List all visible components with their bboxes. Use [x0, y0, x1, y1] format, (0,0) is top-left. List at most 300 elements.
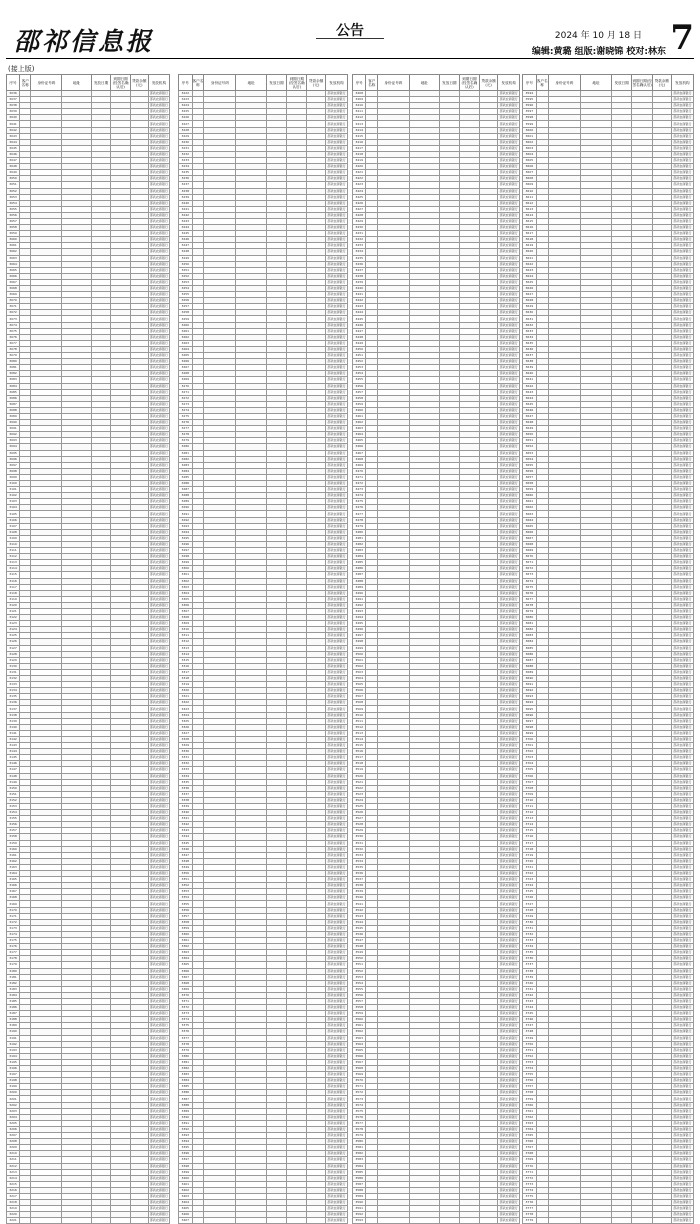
table-cell: 邵武农商银行 — [149, 420, 168, 425]
table-cell: 3139 — [7, 718, 20, 724]
table-cell: 邵武农商银行 — [325, 1193, 347, 1199]
table-cell: 邵武农商银行 — [499, 889, 518, 894]
table-cell: 3307 — [179, 608, 193, 614]
table-cell: 邵武农商银行 — [325, 1139, 347, 1145]
table-cell: 3493 — [353, 608, 366, 614]
table-cell: 邵武农商银行 — [325, 432, 347, 438]
table-cell: 3457 — [353, 389, 366, 395]
table-cell: 3201 — [7, 1096, 20, 1102]
table-cell: 3175 — [7, 938, 20, 944]
table-cell: 邵武农商银行 — [149, 852, 168, 857]
table-cell: 邵武农商银行 — [325, 1066, 347, 1072]
table-cell: 邵武农商银行 — [149, 901, 168, 906]
table-cell: 3440 — [353, 286, 366, 292]
table-cell: 3076 — [7, 334, 20, 340]
table-cell: 3446 — [353, 322, 366, 328]
table-cell: 邵武农商银行 — [149, 871, 168, 876]
table-cell: 邵武农商银行 — [499, 1133, 518, 1138]
table-cell: 邵武农商银行 — [499, 273, 518, 278]
table-cell: 邵武农商银行 — [499, 974, 518, 979]
table-cell: 邵武农商银行 — [499, 487, 518, 492]
table-cell: 3122 — [7, 615, 20, 621]
table-cell: 邵武农商银行 — [499, 249, 518, 254]
table-cell: 邵武农商银行 — [499, 231, 518, 236]
table-cell: 3057 — [7, 218, 20, 224]
table-cell: 3447 — [353, 328, 366, 334]
table-cell: 3392 — [179, 1126, 193, 1132]
table-cell: 邵武农商银行 — [149, 249, 168, 254]
table-cell: 3414 — [353, 127, 366, 133]
table-cell: 邵武农商银行 — [325, 310, 347, 316]
table-cell: 3344 — [179, 834, 193, 840]
table-cell: 邵武农商银行 — [325, 523, 347, 529]
table-cell: 邵武农商银行 — [499, 962, 518, 967]
table-cell: 3373 — [179, 1011, 193, 1017]
table-cell: 3062 — [7, 249, 20, 255]
table-cell: 3193 — [7, 1047, 20, 1053]
table-cell: 3135 — [7, 694, 20, 700]
table-cell: 邵武农商银行 — [499, 414, 518, 419]
table-cell: 3271 — [179, 389, 193, 395]
table-cell: 邵武农商银行 — [325, 158, 347, 164]
table-cell: 邵武农商银行 — [149, 822, 168, 827]
column-header: 发放机构 — [325, 75, 347, 91]
table-cell: 3521 — [353, 779, 366, 785]
table-cell: 3357 — [179, 913, 193, 919]
table-cell: 邵武农商银行 — [149, 517, 168, 522]
table-cell: 3237 — [179, 182, 193, 188]
table-cell: 3514 — [353, 736, 366, 742]
table-cell: 邵武农商银行 — [499, 237, 518, 242]
table-cell: 3518 — [353, 761, 366, 767]
table-cell: 邵武农商银行 — [325, 767, 347, 773]
table-cell: 3416 — [353, 139, 366, 145]
table-cell: 3543 — [353, 913, 366, 919]
table-cell: 3385 — [179, 1084, 193, 1090]
table-cell: 3037 — [7, 97, 20, 103]
table-cell: 邵武农商银行 — [325, 925, 347, 931]
table-cell: 3560 — [353, 1017, 366, 1023]
table-cell: 邵武农商银行 — [149, 669, 168, 674]
table-cell: 邵武农商银行 — [149, 316, 168, 321]
table-cell: 邵武农商银行 — [325, 761, 347, 767]
table-cell — [287, 1218, 307, 1224]
table-cell: 3190 — [7, 1029, 20, 1035]
table-cell: 3164 — [7, 871, 20, 877]
table-cell: 邵武农商银行 — [499, 1114, 518, 1119]
table-cell: 3321 — [179, 694, 193, 700]
table-cell: 3542 — [353, 907, 366, 913]
table-cell: 3204 — [7, 1114, 20, 1120]
table-cell: 3421 — [353, 170, 366, 176]
table-cell: 3534 — [353, 858, 366, 864]
table-cell: 3532 — [353, 846, 366, 852]
table-cell: 邵武农商银行 — [499, 371, 518, 376]
table-cell: 邵武农商银行 — [325, 791, 347, 797]
table-cell: 3548 — [353, 944, 366, 950]
table-cell: 邵武农商银行 — [499, 944, 518, 949]
table-cell: 邵武农商银行 — [149, 97, 168, 102]
table-cell: 邵武农商银行 — [325, 803, 347, 809]
table-cell: 邵武农商银行 — [499, 401, 518, 406]
table-cell: 3557 — [353, 998, 366, 1004]
table-cell: 邵武农商银行 — [149, 706, 168, 711]
table-cell: 邵武农商银行 — [325, 669, 347, 675]
table-cell: 3216 — [7, 1187, 20, 1193]
table-cell: 3380 — [179, 1053, 193, 1059]
table-cell: 邵武农商银行 — [325, 554, 347, 560]
table-cell: 3106 — [7, 517, 20, 523]
section-title: 公告 — [336, 23, 364, 39]
table-cell: 邵武农商银行 — [149, 645, 168, 650]
table-cell: 邵武农商银行 — [325, 810, 347, 816]
table-cell: 3492 — [353, 602, 366, 608]
table-cell: 3293 — [179, 523, 193, 529]
table-cell: 邵武农商银行 — [499, 645, 518, 650]
table-cell: 邵武农商银行 — [149, 523, 168, 528]
table-cell: 邵武农商银行 — [149, 785, 168, 790]
table-cell: 3246 — [179, 237, 193, 243]
table-cell: 邵武农商银行 — [325, 560, 347, 566]
table-cell: 邵武农商银行 — [325, 590, 347, 596]
table-cell: 3212 — [7, 1163, 20, 1169]
table-cell: 3071 — [7, 304, 20, 310]
table-cell: 3400 — [179, 1175, 193, 1181]
table-cell: 3130 — [7, 663, 20, 669]
table-cell: 3217 — [7, 1193, 20, 1199]
table-cell: 3073 — [7, 316, 20, 322]
table-cell: 3355 — [179, 901, 193, 907]
table-cell: 3403 — [179, 1193, 193, 1199]
table-cell: 邵武农商银行 — [499, 261, 518, 266]
table-cell: 邵武农商银行 — [149, 889, 168, 894]
table-cell: 邵武农商银行 — [325, 895, 347, 901]
table-cell: 邵武农商银行 — [325, 151, 347, 157]
table-cell: 邵武农商银行 — [149, 596, 168, 601]
table-cell: 邵武农商银行 — [325, 797, 347, 803]
table-cell: 3360 — [179, 931, 193, 937]
table-cell: 3386 — [179, 1090, 193, 1096]
table-cell: 邵武农商银行 — [325, 145, 347, 151]
table-cell: 邵武农商银行 — [149, 761, 168, 766]
table-cell: 邵武农商银行 — [325, 676, 347, 682]
table-cell: 3068 — [7, 286, 20, 292]
table-cell: 邵武农商银行 — [149, 493, 168, 498]
table-cell: 邵武农商银行 — [499, 1145, 518, 1150]
table-cell: 邵武农商银行 — [325, 743, 347, 749]
table-cell: 3044 — [7, 139, 20, 145]
table-cell: 3053 — [7, 194, 20, 200]
column-header: 发放日期 — [91, 75, 111, 91]
column-header: 贷款余额(元) — [130, 75, 148, 91]
table-cell: 邵武农商银行 — [499, 255, 518, 260]
table-cell: 邵武农商银行 — [325, 353, 347, 359]
table-cell: 3354 — [179, 895, 193, 901]
table-cell: 邵武农商银行 — [325, 420, 347, 426]
table-cell: 邵武农商银行 — [499, 310, 518, 315]
table-cell: 3141 — [7, 730, 20, 736]
table-cell: 邵武农商银行 — [149, 791, 168, 796]
table-cell: 3554 — [353, 980, 366, 986]
table-cell: 3140 — [7, 724, 20, 730]
table-cell: 邵武农商银行 — [325, 413, 347, 419]
table-cell: 邵武农商银行 — [499, 913, 518, 918]
table-cell: 邵武农商银行 — [149, 286, 168, 291]
table-cell: 3510 — [353, 712, 366, 718]
table-cell: 3285 — [179, 474, 193, 480]
column-header: 到期日期(经签名确认后) — [287, 75, 307, 91]
table-cell: 邵武农商银行 — [149, 407, 168, 412]
table-cell: 邵武农商银行 — [325, 858, 347, 864]
table-cell: 邵武农商银行 — [325, 1120, 347, 1126]
table-cell: 邵武农商银行 — [149, 779, 168, 784]
table-cell: 邵武农商银行 — [325, 718, 347, 724]
table-cell: 3274 — [179, 407, 193, 413]
column-header: 身份证号码 — [204, 75, 236, 91]
table-cell: 3151 — [7, 791, 20, 797]
table-cell: 邵武农商银行 — [325, 584, 347, 590]
table-cell: 邵武农商银行 — [325, 273, 347, 279]
table-cell: 3111 — [7, 548, 20, 554]
table-cell: 邵武农商银行 — [499, 724, 518, 729]
table-cell: 3413 — [353, 121, 366, 127]
table-cell: 3320 — [179, 688, 193, 694]
table-cell: 3441 — [353, 292, 366, 298]
table-cell: 3575 — [353, 1108, 366, 1114]
table-cell: 邵武农商银行 — [325, 103, 347, 109]
table-cell: 3301 — [179, 572, 193, 578]
table-cell: 3045 — [7, 145, 20, 151]
table-cell: 邵武农商银行 — [325, 170, 347, 176]
table-cell: 3363 — [179, 950, 193, 956]
table-cell: 邵武农商银行 — [325, 864, 347, 870]
table-cell: 邵武农商银行 — [325, 1126, 347, 1132]
table-cell: 3483 — [353, 548, 366, 554]
table-cell: 邵武农商银行 — [325, 505, 347, 511]
table-cell: 邵武农商银行 — [325, 1181, 347, 1187]
table-cell: 3417 — [353, 145, 366, 151]
table-cell: 邵武农商银行 — [325, 840, 347, 846]
table-cell: 邵武农商银行 — [499, 298, 518, 303]
table-cell: 3345 — [179, 840, 193, 846]
table-cell: 3253 — [179, 279, 193, 285]
table-cell: 3329 — [179, 743, 193, 749]
table-cell: 3405 — [179, 1206, 193, 1212]
table-cell: 邵武农商银行 — [149, 127, 168, 132]
table-cell: 邵武农商银行 — [499, 164, 518, 169]
table-cell: 3129 — [7, 657, 20, 663]
table-cell: 3176 — [7, 944, 20, 950]
table-cell: 3580 — [353, 1139, 366, 1145]
table-cell: 3317 — [179, 669, 193, 675]
table-cell: 邵武农商银行 — [325, 517, 347, 523]
table-cell: 邵武农商银行 — [325, 97, 347, 103]
table-cell: 3197 — [7, 1072, 20, 1078]
table-cell: 3566 — [353, 1053, 366, 1059]
table-cell: 邵武农商银行 — [149, 676, 168, 681]
table-cell: 3103 — [7, 499, 20, 505]
table-cell: 3155 — [7, 816, 20, 822]
table-cell: 3095 — [7, 450, 20, 456]
table-cell: 3516 — [353, 749, 366, 755]
table-cell: 3456 — [353, 383, 366, 389]
section-title-rule — [316, 38, 384, 39]
table-cell: 3546 — [353, 931, 366, 937]
table-cell: 邵武农商银行 — [149, 541, 168, 546]
table-cell: 邵武农商银行 — [499, 1078, 518, 1083]
table-cell: 3359 — [179, 925, 193, 931]
table-cell: 邵武农商银行 — [499, 791, 518, 796]
table-cell: 邵武农商银行 — [499, 584, 518, 589]
table-cell: 邵武农商银行 — [499, 931, 518, 936]
table-cell: 邵武农商银行 — [325, 438, 347, 444]
table-cell: 邵武农商银行 — [149, 584, 168, 589]
table-cell: 3364 — [179, 956, 193, 962]
table-cell: 3080 — [7, 359, 20, 365]
table-cell: 3370 — [179, 992, 193, 998]
table-cell: 邵武农商银行 — [149, 968, 168, 973]
table-cell: 邵武农商银行 — [325, 371, 347, 377]
table-cell: 邵武农商银行 — [499, 109, 518, 114]
table-cell: 邵武农商银行 — [149, 627, 168, 632]
table-cell: 3040 — [7, 115, 20, 121]
table-cell: 邵武农商银行 — [149, 255, 168, 260]
table-cell: 3468 — [353, 456, 366, 462]
table-cell: 邵武农商银行 — [325, 127, 347, 133]
table-cell: 3506 — [353, 688, 366, 694]
table-cell: 邵武农商银行 — [499, 267, 518, 272]
table-cell: 3295 — [179, 535, 193, 541]
table-cell: 邵武农商银行 — [149, 992, 168, 997]
table-cell: 邵武农商银行 — [499, 121, 518, 126]
table-cell: 邵武农商银行 — [499, 1023, 518, 1028]
table-cell: 3183 — [7, 986, 20, 992]
table-cell: 3491 — [353, 596, 366, 602]
column-header: 发放日期 — [439, 75, 459, 91]
table-cell: 3505 — [353, 682, 366, 688]
table-cell: 3245 — [179, 231, 193, 237]
table-cell: 邵武农商银行 — [149, 383, 168, 388]
table-cell: 3114 — [7, 566, 20, 572]
table-cell: 3333 — [179, 767, 193, 773]
table-cell: 3422 — [353, 176, 366, 182]
table-cell: 3361 — [179, 938, 193, 944]
table-cell: 3334 — [179, 773, 193, 779]
table-cell: 邵武农商银行 — [499, 1120, 518, 1125]
table-cell: 3569 — [353, 1072, 366, 1078]
table-cell: 3342 — [179, 822, 193, 828]
table-cell: 邵武农商银行 — [499, 346, 518, 351]
table-cell: 邵武农商银行 — [499, 743, 518, 748]
table-cell: 3156 — [7, 822, 20, 828]
table-cell: 3228 — [179, 127, 193, 133]
table-cell: 3415 — [353, 133, 366, 139]
table-cell: 邵武农商银行 — [499, 785, 518, 790]
table-cell: 邵武农商银行 — [149, 846, 168, 851]
table-cell: 邵武农商银行 — [325, 627, 347, 633]
table-cell: 3348 — [179, 858, 193, 864]
table-cell: 3170 — [7, 907, 20, 913]
table-cell: 邵武农商银行 — [149, 950, 168, 955]
table-cell: 3074 — [7, 322, 20, 328]
table-cell: 邵武农商银行 — [149, 529, 168, 534]
table-cell: 邵武农商银行 — [149, 414, 168, 419]
table-cell: 3527 — [353, 816, 366, 822]
table-cell: 邵武农商银行 — [325, 633, 347, 639]
table-cell: 邵武农商银行 — [499, 1126, 518, 1131]
column-header: 序号 — [179, 75, 193, 91]
table-cell: 邵武农商银行 — [325, 286, 347, 292]
table-cell: 邵武农商银行 — [325, 913, 347, 919]
table-cell: 3077 — [7, 340, 20, 346]
table-cell: 邵武农商银行 — [499, 493, 518, 498]
table-cell: 3461 — [353, 413, 366, 419]
table-cell: 邵武农商银行 — [325, 200, 347, 206]
table-cell: 邵武农商银行 — [325, 261, 347, 267]
table-cell: 3084 — [7, 383, 20, 389]
table-cell: 3328 — [179, 736, 193, 742]
table-cell: 3083 — [7, 377, 20, 383]
table-cell: 3234 — [179, 164, 193, 170]
table-cell: 3500 — [353, 651, 366, 657]
table-cell: 3220 — [7, 1212, 20, 1218]
table-cell: 3387 — [179, 1096, 193, 1102]
table-cell: 邵武农商银行 — [149, 858, 168, 863]
table-cell: 3199 — [7, 1084, 20, 1090]
table-cell: 3158 — [7, 834, 20, 840]
table-cell: 3284 — [179, 468, 193, 474]
table-cell: 邵武农商银行 — [149, 578, 168, 583]
table-cell: 邵武农商银行 — [149, 743, 168, 748]
table-cell: 3186 — [7, 1005, 20, 1011]
table-cell: 邵武农商银行 — [499, 761, 518, 766]
table-cell: 邵武农商银行 — [325, 712, 347, 718]
table-cell: 3555 — [353, 986, 366, 992]
notice-table-column-2 — [178, 74, 348, 1223]
table-cell: 邵武农商银行 — [325, 225, 347, 231]
table-cell: 3390 — [179, 1114, 193, 1120]
table-cell: 邵武农商银行 — [149, 334, 168, 339]
table-cell: 3529 — [353, 828, 366, 834]
table-cell: 邵武农商银行 — [149, 200, 168, 205]
table-cell: 3096 — [7, 456, 20, 462]
table-cell: 3290 — [179, 505, 193, 511]
table-cell: 邵武农商银行 — [149, 962, 168, 967]
table-cell: 邵武农商银行 — [499, 883, 518, 888]
table-cell: 邵武农商银行 — [499, 438, 518, 443]
table-cell: 3464 — [353, 432, 366, 438]
table-cell: 3438 — [353, 273, 366, 279]
table-cell: 邵武农商银行 — [325, 645, 347, 651]
table-cell: 邵武农商银行 — [149, 773, 168, 778]
table-cell: 3558 — [353, 1005, 366, 1011]
table-cell: 3439 — [353, 279, 366, 285]
table-cell: 3495 — [353, 621, 366, 627]
table-cell: 3346 — [179, 846, 193, 852]
table-cell: 邵武农商银行 — [325, 194, 347, 200]
table-cell: 邵武农商银行 — [149, 572, 168, 577]
table-cell: 邵武农商银行 — [149, 91, 168, 96]
table-cell: 3252 — [179, 273, 193, 279]
table-cell: 3303 — [179, 584, 193, 590]
table-cell: 3262 — [179, 334, 193, 340]
table-cell: 3394 — [179, 1139, 193, 1145]
table-cell: 3583 — [353, 1157, 366, 1163]
table-cell: 3123 — [7, 621, 20, 627]
table-cell: 邵武农商银行 — [149, 474, 168, 479]
table-cell: 3102 — [7, 493, 20, 499]
table-cell: 邵武农商银行 — [499, 456, 518, 461]
